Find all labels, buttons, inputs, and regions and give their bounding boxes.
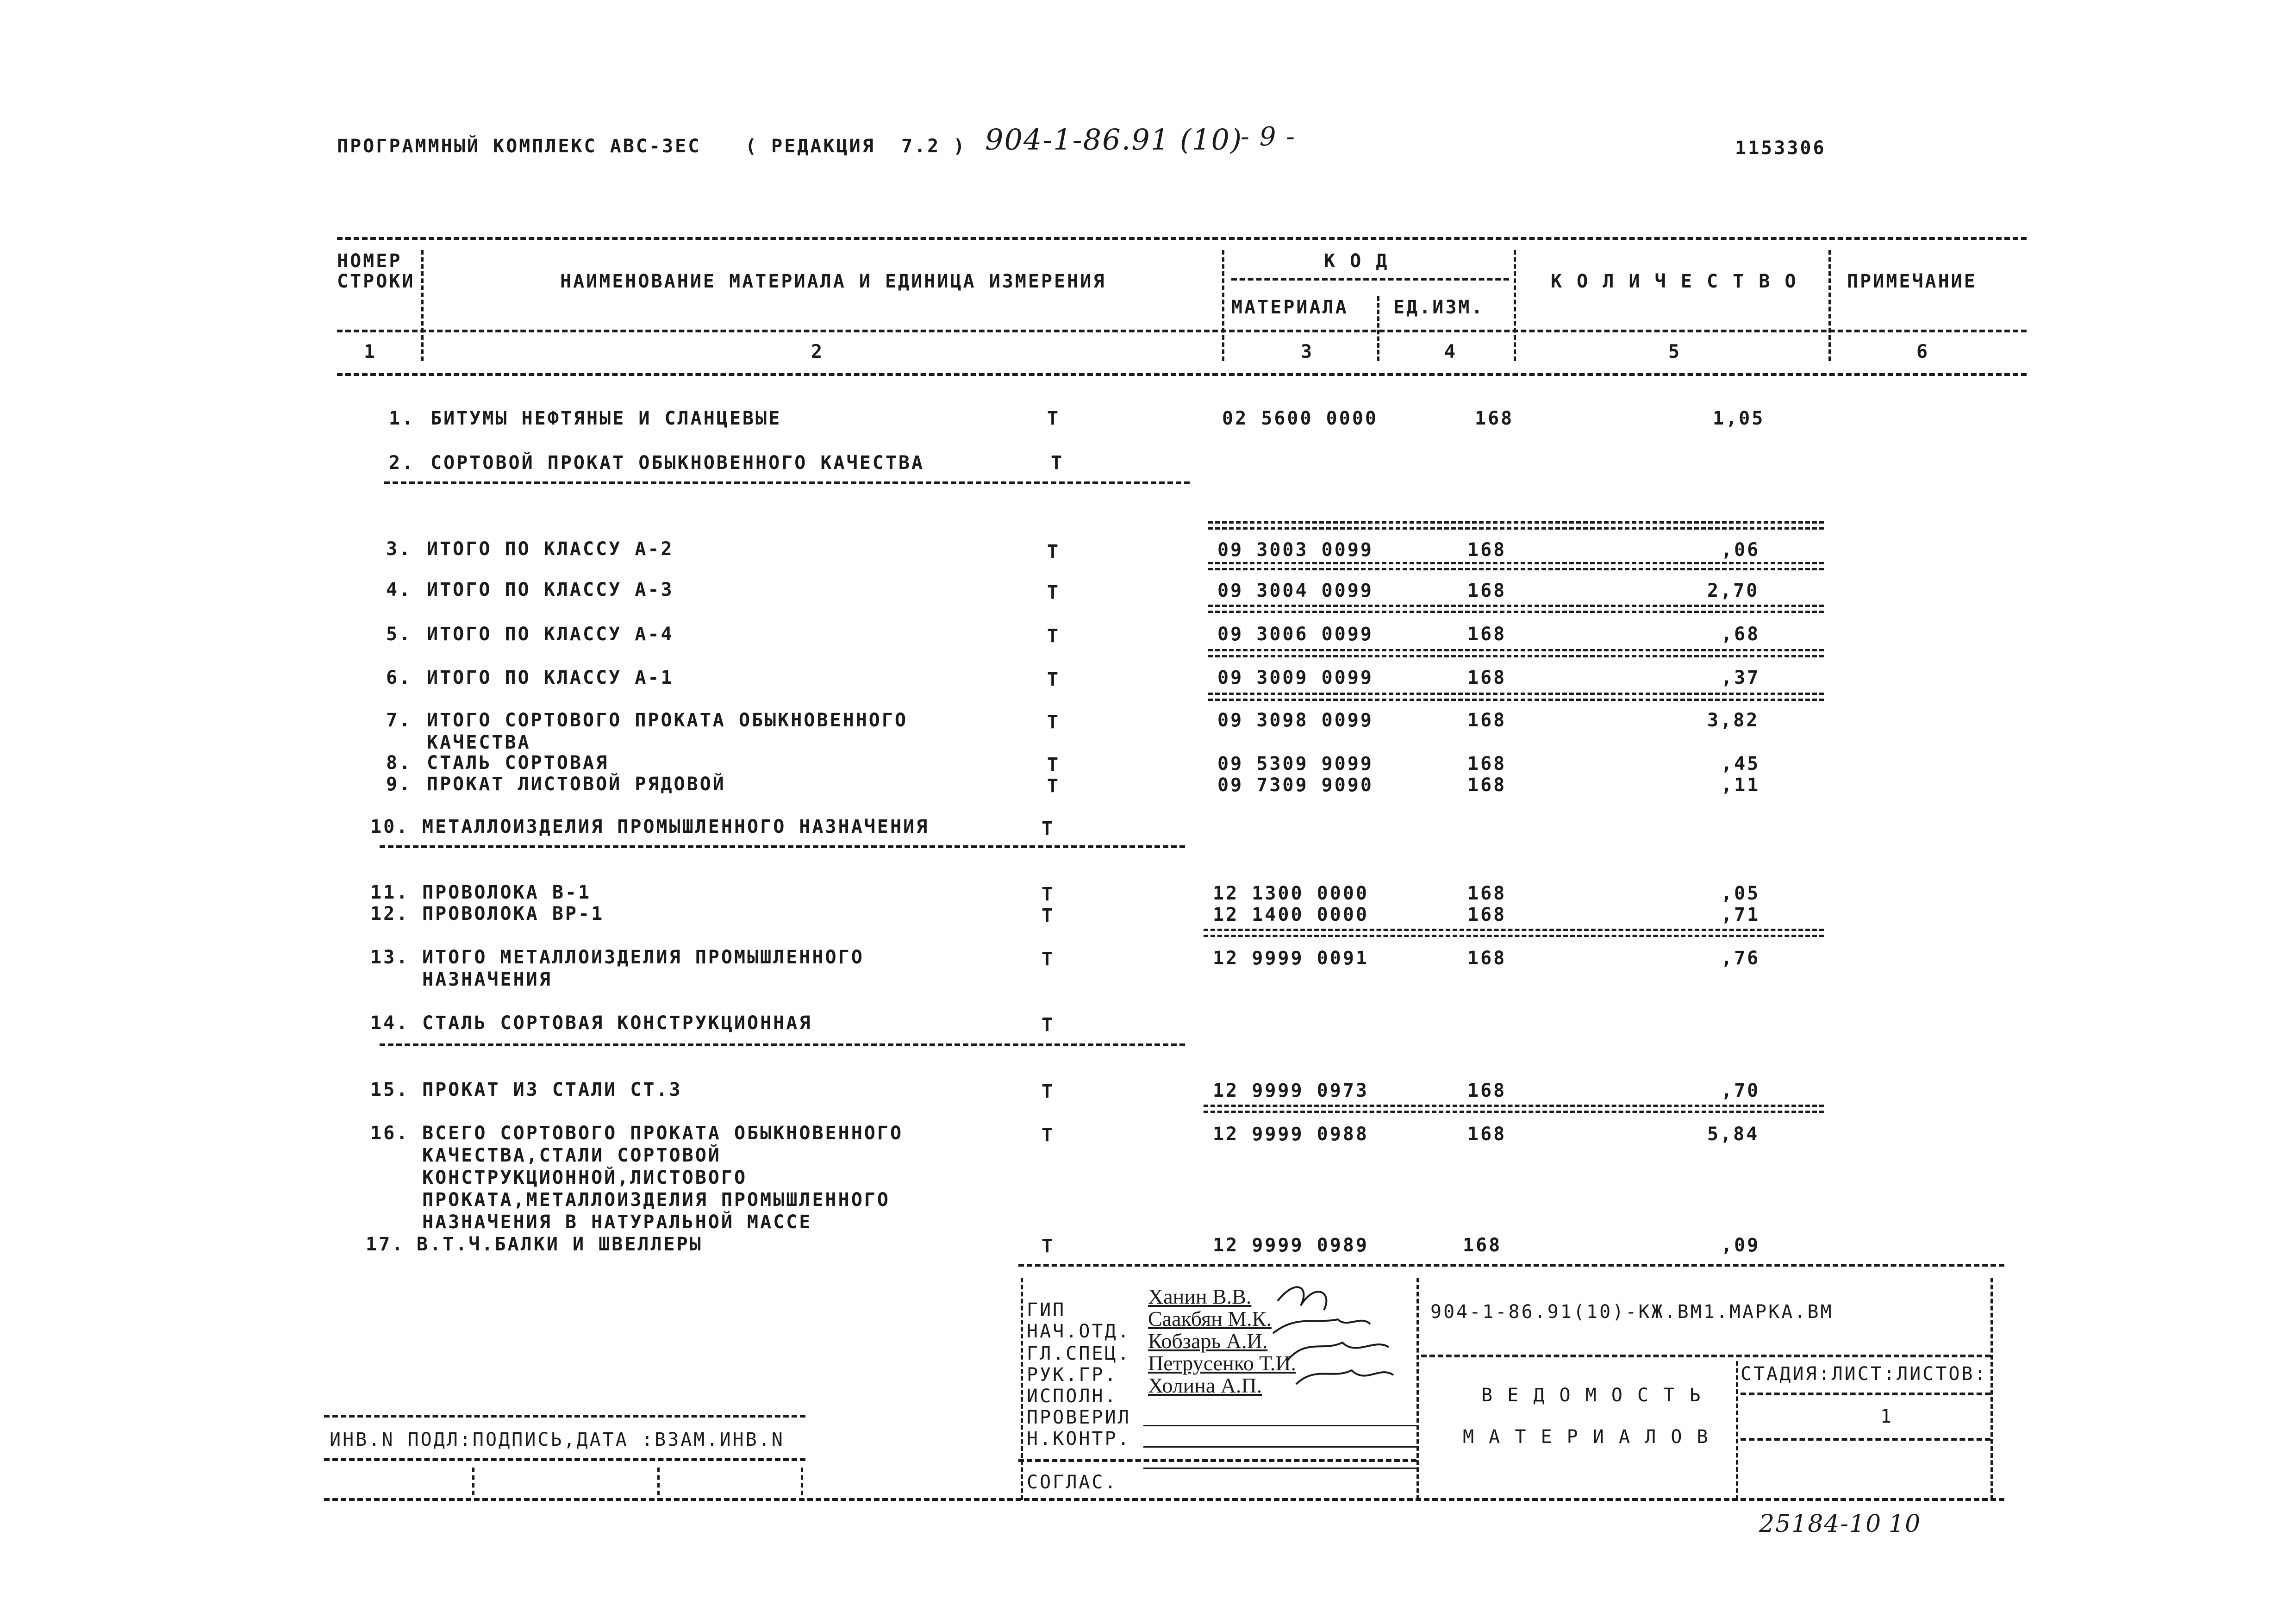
row-code: 12 9999 0989 [1213, 1235, 1369, 1256]
row-name: ПРОКАТ ЛИСТОВОЙ РЯДОВОЙ [427, 774, 726, 795]
row-number: 16. [370, 1123, 410, 1144]
stage-rule-lower [1741, 1438, 1990, 1441]
row-unit: Т [1047, 775, 1061, 797]
row-code: 09 3098 0099 [1217, 710, 1373, 731]
row-code: 09 7309 9090 [1217, 775, 1373, 796]
col-index-5: 5 [1668, 341, 1682, 362]
row-unit: Т [1047, 541, 1061, 562]
stamp-name-chief: Кобзарь А.И. [1148, 1329, 1268, 1353]
row-number: 17. [366, 1234, 405, 1255]
row-number: 11. [370, 882, 410, 903]
row-qty: ,11 [1721, 775, 1760, 796]
subtotal-rule [1208, 693, 1824, 701]
row-name: ПРОВОЛОКА В-1 [422, 882, 592, 903]
row-ed: 168 [1467, 1124, 1507, 1145]
col-index-3: 3 [1301, 341, 1314, 362]
footer-ref: 25184-10 [1759, 1510, 1882, 1538]
header-sep-5 [1828, 250, 1831, 361]
row-name: ИТОГО СОРТОВОГО ПРОКАТА ОБЫКНОВЕННОГО [427, 710, 908, 731]
row-number: 14. [370, 1012, 410, 1034]
col-index-4: 4 [1444, 341, 1458, 362]
inv-rule-top [324, 1415, 805, 1418]
row-code: 12 9999 0988 [1213, 1124, 1369, 1145]
col-code-material: МАТЕРИАЛА [1231, 297, 1348, 318]
row-unit: Т [1042, 818, 1055, 839]
col-index-6: 6 [1916, 341, 1930, 362]
stamp-role-gip: ГИП [1027, 1299, 1066, 1321]
row-qty: ,37 [1721, 667, 1760, 688]
row-qty: ,06 [1721, 539, 1760, 561]
row-name: В.Т.Ч.БАЛКИ И ШВЕЛЛЕРЫ [417, 1234, 703, 1255]
row-code: 09 3003 0099 [1217, 539, 1373, 561]
row-ed: 168 [1467, 539, 1507, 561]
stamp-sep-right [1990, 1278, 1993, 1500]
row-name-cont: ПРОКАТА,МЕТАЛЛОИЗДЕЛИЯ ПРОМЫШЛЕННОГО [422, 1189, 890, 1211]
row-number: 3. [386, 538, 412, 560]
row-code: 12 9999 0973 [1213, 1080, 1369, 1101]
stamp-role-agreed: СОГЛАС. [1027, 1472, 1118, 1493]
subtotal-rule [1208, 562, 1824, 570]
code-subdivider [1231, 278, 1509, 281]
row-ed: 168 [1467, 624, 1507, 645]
subtotal-rule [1208, 605, 1824, 613]
stamp-role-head: НАЧ.ОТД. [1027, 1321, 1131, 1342]
stamp-name-exec: Холина А.П. [1148, 1374, 1262, 1397]
stamp-rule-bottom [324, 1498, 2004, 1501]
col-index-1: 1 [364, 341, 377, 362]
row-number: 12. [370, 903, 410, 924]
stamp-role-norm: Н.КОНТР. [1027, 1428, 1131, 1449]
header-rule-top [337, 237, 2027, 240]
stage-header: СТАДИЯ:ЛИСТ:ЛИСТОВ: [1741, 1363, 1988, 1385]
group-underline [384, 481, 1190, 484]
stage-sep [1736, 1361, 1738, 1500]
stamp-role-checked: ПРОВЕРИЛ [1027, 1407, 1131, 1428]
sign-row-line [1143, 1425, 1416, 1426]
inv-sep-1 [472, 1468, 474, 1495]
col-index-2: 2 [811, 341, 824, 362]
row-number: 15. [370, 1079, 410, 1100]
row-qty: ,68 [1721, 624, 1760, 645]
row-code: 09 3006 0099 [1217, 624, 1373, 645]
row-unit: Т [1042, 1236, 1055, 1257]
row-name: ПРОКАТ ИЗ СТАЛИ СТ.3 [422, 1079, 682, 1100]
stamp-name-gip: Ханин В.В. [1148, 1285, 1252, 1308]
row-number: 2. [389, 452, 415, 474]
stamp-designation: 904-1-86.91(10)-КЖ.ВМ1.МАРКА.ВМ [1430, 1301, 1834, 1323]
subtotal-rule [1204, 1105, 1824, 1113]
doc-code: 904-1-86.91 (10) [985, 123, 1243, 156]
row-name: СТАЛЬ СОРТОВАЯ КОНСТРУКЦИОННАЯ [422, 1012, 812, 1034]
row-ed: 168 [1467, 580, 1507, 601]
col-code-header: К О Д [1324, 250, 1389, 272]
subtotal-rule [1208, 521, 1824, 530]
row-qty: 1,05 [1713, 408, 1765, 429]
header-sep-3 [1377, 296, 1379, 361]
row-name: ИТОГО ПО КЛАССУ А-4 [427, 624, 674, 645]
row-name: СТАЛЬ СОРТОВАЯ [427, 752, 609, 774]
row-code: 12 1400 0000 [1213, 904, 1369, 925]
header-rule-bottom [337, 373, 2027, 376]
row-number: 8. [386, 752, 412, 774]
group-underline [380, 1043, 1185, 1046]
page-number: - 9 - [1241, 122, 1296, 152]
row-name-cont: КАЧЕСТВА [427, 732, 531, 753]
col-note-header: ПРИМЕЧАНИЕ [1847, 271, 1977, 292]
stamp-title-line1: В Е Д О М О С Т Ь [1481, 1385, 1703, 1406]
row-number: 7. [386, 710, 412, 731]
row-qty: ,71 [1721, 904, 1760, 925]
inv-rule-mid [324, 1458, 805, 1461]
row-ed: 168 [1467, 948, 1507, 969]
row-qty: ,05 [1721, 883, 1760, 904]
row-name: ИТОГО ПО КЛАССУ А-1 [427, 667, 674, 688]
row-number: 9. [386, 774, 412, 795]
row-name: ВСЕГО СОРТОВОГО ПРОКАТА ОБЫКНОВЕННОГО [422, 1123, 904, 1144]
sheet-number: 1 [1880, 1406, 1894, 1427]
row-ed: 168 [1467, 667, 1507, 688]
sign-row-line [1143, 1446, 1416, 1448]
row-ed: 168 [1467, 1080, 1507, 1101]
row-unit: Т [1042, 905, 1055, 926]
row-number: 1. [389, 408, 415, 429]
row-qty: ,76 [1721, 948, 1760, 969]
stamp-rule-agreed [1018, 1459, 1416, 1462]
header-sep-2 [1222, 250, 1224, 361]
row-unit: Т [1047, 582, 1061, 603]
col-quantity-header: К О Л И Ч Е С Т В О [1551, 271, 1798, 292]
stamp-title-line2: М А Т Е Р И А Л О В [1463, 1426, 1710, 1448]
row-number: 13. [370, 947, 410, 968]
row-name: БИТУМЫ НЕФТЯНЫЕ И СЛАНЦЕВЫЕ [430, 408, 782, 429]
footer-ref2: 10 [1889, 1510, 1922, 1538]
row-number: 6. [386, 667, 412, 688]
row-ed: 168 [1467, 753, 1507, 775]
row-qty: 5,84 [1707, 1124, 1759, 1145]
row-code: 12 9999 0091 [1213, 948, 1369, 969]
row-unit: Т [1042, 1124, 1055, 1146]
stamp-role-exec: ИСПОЛН. [1027, 1386, 1118, 1407]
row-unit: Т [1047, 625, 1061, 647]
row-unit: Т [1047, 712, 1061, 733]
signatures-image [1268, 1268, 1435, 1407]
row-name: МЕТАЛЛОИЗДЕЛИЯ ПРОМЫШЛЕННОГО НАЗНАЧЕНИЯ [422, 816, 930, 837]
row-name-cont: НАЗНАЧЕНИЯ В НАТУРАЛЬНОЙ МАССЕ [422, 1212, 812, 1233]
row-qty: ,45 [1721, 753, 1760, 775]
row-name: ПРОВОЛОКА ВР-1 [422, 903, 605, 924]
stamp-sep-left [1021, 1278, 1023, 1500]
program-name: ПРОГРАММНЫЙ КОМПЛЕКС АВС-ЗЕС [337, 136, 701, 157]
header-rule-mid [337, 330, 2027, 332]
stamp-name-group: Петрусенко Т.И. [1148, 1351, 1296, 1375]
row-unit: Т [1047, 408, 1061, 429]
row-number: 10. [370, 816, 410, 837]
row-ed: 168 [1467, 904, 1507, 925]
header-sep-1 [421, 250, 424, 361]
edition: ( РЕДАКЦИЯ 7.2 ) [745, 136, 967, 157]
row-code: 09 3004 0099 [1217, 580, 1373, 601]
row-name-cont: КОНСТРУКЦИОННОЙ,ЛИСТОВОГО [422, 1167, 748, 1188]
row-unit: Т [1051, 452, 1064, 474]
inv-sep-2 [657, 1468, 660, 1495]
row-ed: 168 [1475, 408, 1514, 429]
row-name: ИТОГО ПО КЛАССУ А-2 [427, 538, 674, 560]
row-code: 09 3009 0099 [1217, 667, 1373, 688]
doc-number: 1153306 [1735, 137, 1826, 159]
row-unit: Т [1042, 949, 1055, 970]
stamp-role-group: РУК.ГР. [1027, 1364, 1118, 1386]
row-name-cont: КАЧЕСТВА,СТАЛИ СОРТОВОЙ [422, 1145, 721, 1166]
col-number-line1: НОМЕР [337, 250, 402, 272]
row-name: ИТОГО ПО КЛАССУ А-3 [427, 579, 674, 600]
sign-row-line [1143, 1468, 1416, 1469]
row-unit: Т [1047, 669, 1061, 690]
stamp-role-chief: ГЛ.СПЕЦ. [1027, 1343, 1131, 1364]
row-qty: 3,82 [1707, 710, 1759, 731]
row-number: 4. [386, 579, 412, 600]
row-unit: Т [1047, 754, 1061, 775]
stamp-name-head: Саакбян М.К. [1148, 1307, 1272, 1330]
row-name: СОРТОВОЙ ПРОКАТ ОБЫКНОВЕННОГО КАЧЕСТВА [430, 452, 925, 474]
row-ed: 168 [1467, 775, 1507, 796]
row-code: 02 5600 0000 [1222, 408, 1378, 429]
row-unit: Т [1042, 1014, 1055, 1036]
stage-rule [1741, 1393, 1990, 1395]
row-number: 5. [386, 624, 412, 645]
col-number-line2: СТРОКИ [337, 271, 415, 292]
col-name-header: НАИМЕНОВАНИЕ МАТЕРИАЛА И ЕДИНИЦА ИЗМЕРЕНИЯ [560, 271, 1106, 292]
row-code: 09 5309 9099 [1217, 753, 1373, 775]
row-qty: 2,70 [1707, 580, 1759, 601]
row-qty: ,70 [1721, 1080, 1760, 1101]
inv-sep-3 [801, 1468, 803, 1495]
stamp-rule-designation [1421, 1355, 1990, 1357]
subtotal-rule [1208, 649, 1824, 657]
stamp-rule-top [1018, 1264, 2004, 1267]
col-code-unit: ЕД.ИЗМ. [1393, 297, 1485, 318]
row-ed: 168 [1463, 1235, 1502, 1256]
group-underline [380, 845, 1185, 848]
row-name-cont: НАЗНАЧЕНИЯ [422, 969, 552, 990]
row-ed: 168 [1467, 710, 1507, 731]
header-sep-4 [1514, 250, 1516, 361]
row-unit: Т [1042, 884, 1055, 905]
inv-header: ИНВ.N ПОДЛ:ПОДПИСЬ,ДАТА :ВЗАМ.ИНВ.N [330, 1429, 785, 1450]
row-unit: Т [1042, 1081, 1055, 1102]
row-name: ИТОГО МЕТАЛЛОИЗДЕЛИЯ ПРОМЫШЛЕННОГО [422, 947, 864, 968]
row-ed: 168 [1467, 883, 1507, 904]
subtotal-rule [1204, 929, 1824, 937]
row-code: 12 1300 0000 [1213, 883, 1369, 904]
row-qty: ,09 [1721, 1235, 1760, 1256]
